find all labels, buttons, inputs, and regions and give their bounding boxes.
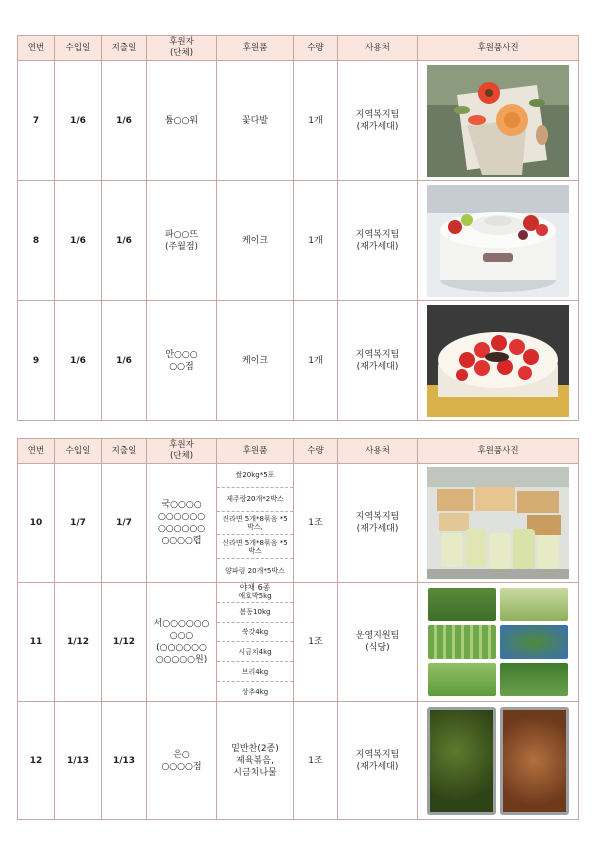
item-entry: 쌀20kg*5포: [217, 464, 293, 488]
item-entry: 쑥갓4kg: [217, 623, 293, 643]
usage-line: 지역복지팀: [355, 229, 400, 240]
row-received: 1/6: [55, 61, 102, 181]
donor-line: ○○○○점: [161, 761, 202, 772]
vegetables-photo: [428, 588, 568, 696]
col-header-donor: [147, 439, 217, 464]
col-header-photo: 후원품사진: [418, 36, 579, 61]
item-line: 시금치나물: [233, 767, 277, 778]
item-entry: 상추4kg: [241, 687, 269, 696]
row-item: 꽃다발: [217, 61, 294, 181]
vegetable-photo-tile: [500, 588, 568, 621]
usage-line: (재가세대): [356, 361, 399, 372]
row-photo: [418, 61, 579, 181]
item-entry: 브리4kg: [217, 662, 293, 682]
item-line: 제육볶음,: [236, 755, 274, 766]
col-header-usage: 사용처: [338, 36, 418, 61]
vegetable-photo-tile: [500, 625, 568, 658]
strawberry-cake-photo: [427, 305, 569, 417]
row-usage: [338, 464, 418, 583]
vegetable-photo-tile: [428, 663, 496, 696]
vegetable-photo-tile: [500, 663, 568, 696]
table-row: [18, 181, 579, 301]
donation-table-2: [17, 438, 579, 820]
item-entry: 시금치4kg: [217, 642, 293, 662]
donor-line: ○○○○○원): [155, 655, 208, 665]
donor-line: 튬○○워: [164, 115, 199, 126]
donor-line: 파○○뜨: [164, 229, 199, 240]
row-received: 1/7: [55, 464, 102, 583]
donor-line: ○○○○○○: [157, 512, 206, 522]
item-group-head: [217, 583, 293, 603]
spinach-photo: [427, 707, 496, 815]
col-header-item: 후원품: [217, 439, 294, 464]
donor-line: ○○○○렵: [161, 536, 202, 546]
row-donor: [147, 181, 217, 301]
usage-line: (재가세대): [356, 121, 399, 132]
donor-line: ○○○: [169, 631, 194, 641]
vegetable-photo-tile: [428, 588, 496, 621]
row-spent: 1/12: [102, 583, 147, 702]
row-donor: [147, 583, 217, 702]
row-donor: [147, 61, 217, 181]
row-spent: 1/13: [102, 702, 147, 820]
row-item: [217, 702, 294, 820]
table-row: [18, 61, 579, 181]
row-photo: [418, 181, 579, 301]
donation-table-1: [17, 35, 579, 421]
col-header-no: 연번: [18, 36, 55, 61]
row-item-list: [217, 583, 294, 702]
item-entry: 진라면 5개*8묶음 *5박스,: [217, 512, 293, 536]
row-spent: 1/6: [102, 181, 147, 301]
col-header-item: 후원품: [217, 36, 294, 61]
table-row: [18, 464, 579, 583]
row-photo: [418, 702, 579, 820]
row-no: 8: [18, 181, 55, 301]
col-header-qty: 수량: [294, 439, 338, 464]
col-header-qty: 수량: [294, 36, 338, 61]
side-dishes-photo: [427, 707, 569, 815]
row-received: 1/6: [55, 301, 102, 421]
donor-line: 국○○○○: [161, 500, 202, 510]
usage-line: (재가세대): [356, 241, 399, 252]
donor-line: ○○점: [169, 361, 194, 372]
item-entry: 애호박5kg: [238, 592, 272, 601]
header-row: [18, 439, 579, 464]
row-usage: [338, 301, 418, 421]
row-item: 케이크: [217, 301, 294, 421]
col-header-no: 연번: [18, 439, 55, 464]
donor-line: 안○○○: [165, 349, 198, 360]
row-qty: 1조: [294, 583, 338, 702]
usage-line: (재가세대): [356, 524, 399, 534]
row-no: 12: [18, 702, 55, 820]
table-row: [18, 301, 579, 421]
donor-line: (○○○○○○: [156, 643, 207, 653]
donor-header-line1: 후원자: [169, 37, 194, 47]
row-qty: 1조: [294, 464, 338, 583]
row-received: 1/12: [55, 583, 102, 702]
col-header-received: 수입일: [55, 36, 102, 61]
donor-line: 은○: [173, 749, 190, 760]
groceries-photo: [427, 467, 569, 579]
col-header-spent: 지출일: [102, 439, 147, 464]
item-line: 밑반찬(2종): [231, 743, 279, 754]
row-donor: [147, 301, 217, 421]
donor-line: ○○○○○○: [157, 524, 206, 534]
row-qty: 1개: [294, 301, 338, 421]
item-group-title: 야채 6종: [239, 583, 271, 593]
pork-stirfry-photo: [500, 707, 569, 815]
row-spent: 1/6: [102, 61, 147, 181]
row-item: 케이크: [217, 181, 294, 301]
usage-line: 운영지원팀: [355, 631, 400, 641]
donor-header-line2: (단체): [169, 48, 194, 58]
donor-header-line2: (단체): [169, 451, 194, 461]
row-qty: 1개: [294, 61, 338, 181]
row-donor: [147, 464, 217, 583]
item-entry: 제주랑20개*2박스: [217, 488, 293, 512]
col-header-received: 수입일: [55, 439, 102, 464]
usage-line: 지역복지팀: [355, 349, 400, 360]
item-entry: 양파링 20개*5박스: [225, 566, 285, 575]
row-usage: [338, 583, 418, 702]
row-qty: 1개: [294, 181, 338, 301]
header-row: [18, 36, 579, 61]
row-usage: [338, 61, 418, 181]
row-item-list: [217, 464, 294, 583]
row-no: 7: [18, 61, 55, 181]
col-header-spent: 지출일: [102, 36, 147, 61]
item-entry: 신라면 5개*8묶음 *5박스: [217, 535, 293, 559]
row-no: 10: [18, 464, 55, 583]
donor-line: (주월점): [164, 241, 199, 252]
usage-line: 지역복지팀: [355, 749, 400, 760]
col-header-usage: 사용처: [338, 439, 418, 464]
vegetable-photo-tile: [428, 625, 496, 658]
row-spent: 1/6: [102, 301, 147, 421]
usage-line: (재가세대): [356, 761, 399, 772]
row-usage: [338, 702, 418, 820]
col-header-donor: [147, 36, 217, 61]
row-no: 11: [18, 583, 55, 702]
item-entry: 봄동10kg: [217, 603, 293, 623]
row-photo: [418, 464, 579, 583]
cake-photo: [427, 185, 569, 297]
table-row: [18, 583, 579, 702]
row-received: 1/13: [55, 702, 102, 820]
bouquet-photo: [427, 65, 569, 177]
row-photo: [418, 583, 579, 702]
usage-line: (식당): [365, 643, 390, 653]
usage-line: 지역복지팀: [355, 109, 400, 120]
row-received: 1/6: [55, 181, 102, 301]
row-no: 9: [18, 301, 55, 421]
col-header-photo: 후원품사진: [418, 439, 579, 464]
table-row: [18, 702, 579, 820]
donor-header-line1: 후원자: [169, 440, 194, 450]
row-donor: [147, 702, 217, 820]
row-usage: [338, 181, 418, 301]
row-spent: 1/7: [102, 464, 147, 583]
donor-line: 서○○○○○○: [153, 619, 210, 629]
usage-line: 지역복지팀: [355, 512, 400, 522]
row-photo: [418, 301, 579, 421]
row-qty: 1조: [294, 702, 338, 820]
